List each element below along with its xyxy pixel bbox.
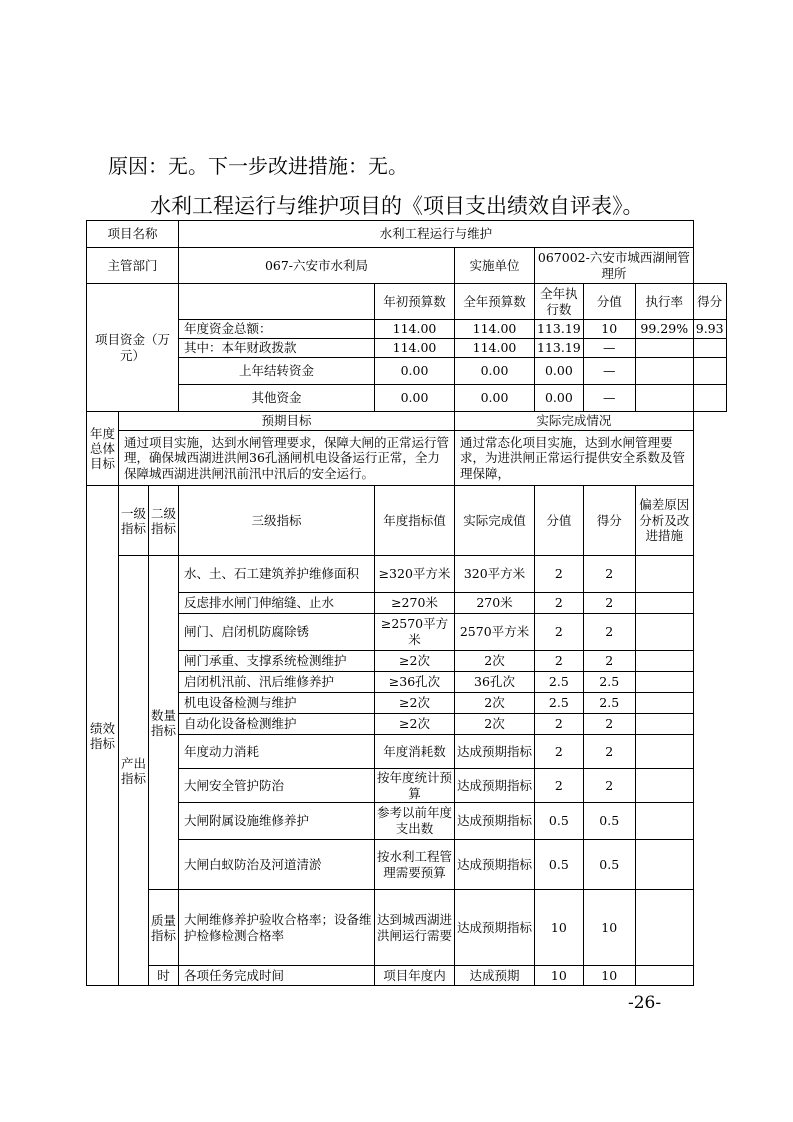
indicator-score-value: 2 (535, 651, 584, 672)
indicator-score: 2 (583, 714, 635, 735)
table-row (87, 840, 727, 890)
indicator-target: ≥36孔次 (375, 672, 455, 693)
funds-annual: 0.00 (455, 385, 535, 412)
indicator-score: 2.5 (583, 672, 635, 693)
indicator-deviation (635, 651, 693, 672)
dept: 067-六安市水利局 (179, 248, 455, 284)
indicator-name: 大闸安全管护防治 (179, 769, 375, 803)
funds-score (693, 339, 726, 358)
indicator-actual: 2570平方米 (455, 614, 535, 651)
label-goals: 年度总体目标 (87, 412, 119, 486)
indicator-score-value: 2 (535, 735, 584, 769)
funds-annual: 114.00 (455, 339, 535, 358)
table-row (87, 358, 727, 385)
indicator-target: ≥270米 (375, 593, 455, 614)
funds-initial: 114.00 (375, 320, 455, 339)
indicator-actual: 达成预期指标 (455, 735, 535, 769)
table-row (87, 803, 727, 840)
funds-row-name: 其他资金 (179, 385, 375, 412)
indicator-header-score: 得分 (583, 486, 635, 556)
indicator-header-deviation: 偏差原因分析及改进措施 (635, 486, 693, 556)
indicator-header-actual: 实际完成值 (455, 486, 535, 556)
funds-score: 9.93 (693, 320, 726, 339)
label-project-name: 项目名称 (87, 221, 179, 248)
indicator-name: 水、土、石工建筑养护维修面积 (179, 556, 375, 593)
table-row (87, 735, 727, 769)
indicator-actual: 2次 (455, 651, 535, 672)
indicator-target: 年度消耗数 (375, 735, 455, 769)
indicator-target: 参考以前年度支出数 (375, 803, 455, 840)
indicator-deviation (635, 672, 693, 693)
indicator-deviation (635, 769, 693, 803)
indicator-score-value: 0.5 (535, 803, 584, 840)
table-row (87, 320, 727, 339)
funds-header-annual: 全年预算数 (455, 284, 535, 320)
label-actual-result: 实际完成情况 (455, 412, 694, 431)
table-row (87, 556, 727, 593)
indicator-score-value: 2 (535, 593, 584, 614)
unit: 067002-六安市城西湖闸管理所 (535, 248, 694, 284)
indicator-actual: 36孔次 (455, 672, 535, 693)
funds-executed: 0.00 (535, 385, 584, 412)
indicator-target: ≥2次 (375, 693, 455, 714)
indicator-deviation (635, 735, 693, 769)
expected-goal: 通过项目实施，达到水闸管理要求，保障大闸的正常运行管理，确保城西湖进洪闸36孔涵闸机电设备运行正常，全力保障城西湖进洪闸汛前汛中汛后的安全运行。 (119, 431, 455, 486)
indicator-deviation (635, 714, 693, 735)
indicator-deviation (635, 803, 693, 840)
indicator-score: 2 (583, 769, 635, 803)
indicator-target: ≥2次 (375, 651, 455, 672)
table-row (87, 339, 727, 358)
indicator-score: 0.5 (583, 840, 635, 890)
funds-score_value: — (583, 385, 635, 412)
funds-row-name: 其中：本年财政拨款 (179, 339, 375, 358)
indicator-score-value: 2 (535, 769, 584, 803)
indicator-header-target: 年度指标值 (375, 486, 455, 556)
label-expected-goal: 预期目标 (119, 412, 455, 431)
table-row (87, 221, 727, 248)
indicator-deviation (635, 614, 693, 651)
indicator-deviation (635, 966, 693, 986)
funds-initial: 0.00 (375, 358, 455, 385)
table-row (87, 385, 727, 412)
indicator-deviation (635, 593, 693, 614)
indicator-score-value: 10 (535, 966, 584, 986)
indicator-actual: 320平方米 (455, 556, 535, 593)
funds-header-rate: 执行率 (635, 284, 693, 320)
label-quality-indicators: 质量指标 (149, 890, 179, 966)
indicator-actual: 达成预期指标 (455, 769, 535, 803)
indicator-header-level2: 二级指标 (149, 486, 179, 556)
funds-annual: 0.00 (455, 358, 535, 385)
indicator-deviation (635, 693, 693, 714)
table-row (87, 412, 727, 431)
indicator-header-score_value: 分值 (535, 486, 584, 556)
table-row (87, 693, 727, 714)
indicator-target: 项目年度内 (375, 966, 455, 986)
indicator-name: 反虑排水闸门伸缩缝、止水 (179, 593, 375, 614)
table-row (87, 284, 727, 320)
indicator-deviation (635, 840, 693, 890)
funds-header-score_value: 分值 (583, 284, 635, 320)
table-row (87, 714, 727, 735)
funds-row-name: 上年结转资金 (179, 358, 375, 385)
table-row (87, 769, 727, 803)
label-time-indicators: 时 (149, 966, 179, 986)
funds-header-blank (179, 284, 375, 320)
table-row (87, 966, 727, 986)
funds-executed: 113.19 (535, 320, 584, 339)
indicator-header-level3: 三级指标 (179, 486, 375, 556)
table-body (87, 221, 727, 986)
indicator-target: ≥2次 (375, 714, 455, 735)
funds-score (693, 358, 726, 385)
indicator-actual: 2次 (455, 693, 535, 714)
table-row (87, 672, 727, 693)
indicator-actual: 达成预期 (455, 966, 535, 986)
funds-header-executed: 全年执行数 (535, 284, 584, 320)
indicator-score: 2 (583, 556, 635, 593)
label-performance-indicators: 绩效指标 (87, 486, 119, 986)
indicator-score-value: 2 (535, 714, 584, 735)
indicator-score-value: 2.5 (535, 693, 584, 714)
indicator-actual: 达成预期指标 (455, 840, 535, 890)
table-row (87, 651, 727, 672)
funds-score_value: — (583, 339, 635, 358)
funds-rate (635, 385, 693, 412)
indicator-target: ≥320平方米 (375, 556, 455, 593)
label-dept: 主管部门 (87, 248, 179, 284)
label-funds: 项目资金（万元） (87, 284, 179, 412)
indicator-name: 自动化设备检测维护 (179, 714, 375, 735)
indicator-name: 机电设备检测与维护 (179, 693, 375, 714)
indicator-score: 2 (583, 651, 635, 672)
funds-initial: 0.00 (375, 385, 455, 412)
indicator-score-value: 2 (535, 614, 584, 651)
indicator-score: 2 (583, 735, 635, 769)
indicator-name: 启闭机汛前、汛后维修养护 (179, 672, 375, 693)
funds-score_value: 10 (583, 320, 635, 339)
funds-rate (635, 358, 693, 385)
performance-table (86, 220, 727, 986)
table-title: 水利工程运行与维护项目的《项目支出绩效自评表》。 (150, 194, 644, 218)
funds-row-name: 年度资金总额： (179, 320, 375, 339)
indicator-score-value: 2.5 (535, 672, 584, 693)
funds-header-initial: 年初预算数 (375, 284, 455, 320)
indicator-target: 按水利工程管理需要预算 (375, 840, 455, 890)
table-row (87, 486, 727, 556)
page-number: -26- (628, 993, 662, 1013)
indicator-score-value: 0.5 (535, 840, 584, 890)
indicator-score: 2.5 (583, 693, 635, 714)
indicator-score: 0.5 (583, 803, 635, 840)
indicator-score: 10 (583, 890, 635, 966)
funds-score (693, 385, 726, 412)
funds-executed: 0.00 (535, 358, 584, 385)
indicator-score-value: 10 (535, 890, 584, 966)
indicator-deviation (635, 890, 693, 966)
indicator-name: 大闸白蚁防治及河道清淤 (179, 840, 375, 890)
table-row (87, 614, 727, 651)
indicator-name: 各项任务完成时间 (179, 966, 375, 986)
indicator-deviation (635, 556, 693, 593)
indicator-target: 达到城西湖进洪闸运行需要 (375, 890, 455, 966)
indicator-name: 年度动力消耗 (179, 735, 375, 769)
funds-rate (635, 339, 693, 358)
indicator-actual: 2次 (455, 714, 535, 735)
indicator-target: 按年度统计预算 (375, 769, 455, 803)
table-row (87, 248, 727, 284)
indicator-score-value: 2 (535, 556, 584, 593)
indicator-actual: 270米 (455, 593, 535, 614)
indicator-header-level1: 一级指标 (119, 486, 149, 556)
table-row (87, 431, 727, 486)
funds-executed: 113.19 (535, 339, 584, 358)
indicator-actual: 达成预期指标 (455, 890, 535, 966)
label-quantity-indicators: 数量指标 (149, 556, 179, 890)
indicator-score: 10 (583, 966, 635, 986)
label-output-indicators: 产出指标 (119, 556, 149, 986)
funds-score_value: — (583, 358, 635, 385)
indicator-name: 大闸维修养护验收合格率；设备维护检修检测合格率 (179, 890, 375, 966)
indicator-score: 2 (583, 593, 635, 614)
funds-initial: 114.00 (375, 339, 455, 358)
project-name: 水利工程运行与维护 (179, 221, 694, 248)
indicator-name: 闸门、启闭机防腐除锈 (179, 614, 375, 651)
funds-header-score: 得分 (693, 284, 726, 320)
funds-rate: 99.29% (635, 320, 693, 339)
label-unit: 实施单位 (455, 248, 535, 284)
indicator-name: 闸门承重、支撑系统检测维护 (179, 651, 375, 672)
table-row (87, 593, 727, 614)
intro-line: 原因：无。下一步改进措施：无。 (108, 154, 408, 178)
indicator-score: 2 (583, 614, 635, 651)
indicator-name: 大闸附属设施维修养护 (179, 803, 375, 840)
funds-annual: 114.00 (455, 320, 535, 339)
actual-result: 通过常态化项目实施，达到水闸管理要求，为进洪闸正常运行提供安全系数及管理保障， (455, 431, 694, 486)
table-row (87, 890, 727, 966)
indicator-actual: 达成预期指标 (455, 803, 535, 840)
indicator-target: ≥2570平方米 (375, 614, 455, 651)
